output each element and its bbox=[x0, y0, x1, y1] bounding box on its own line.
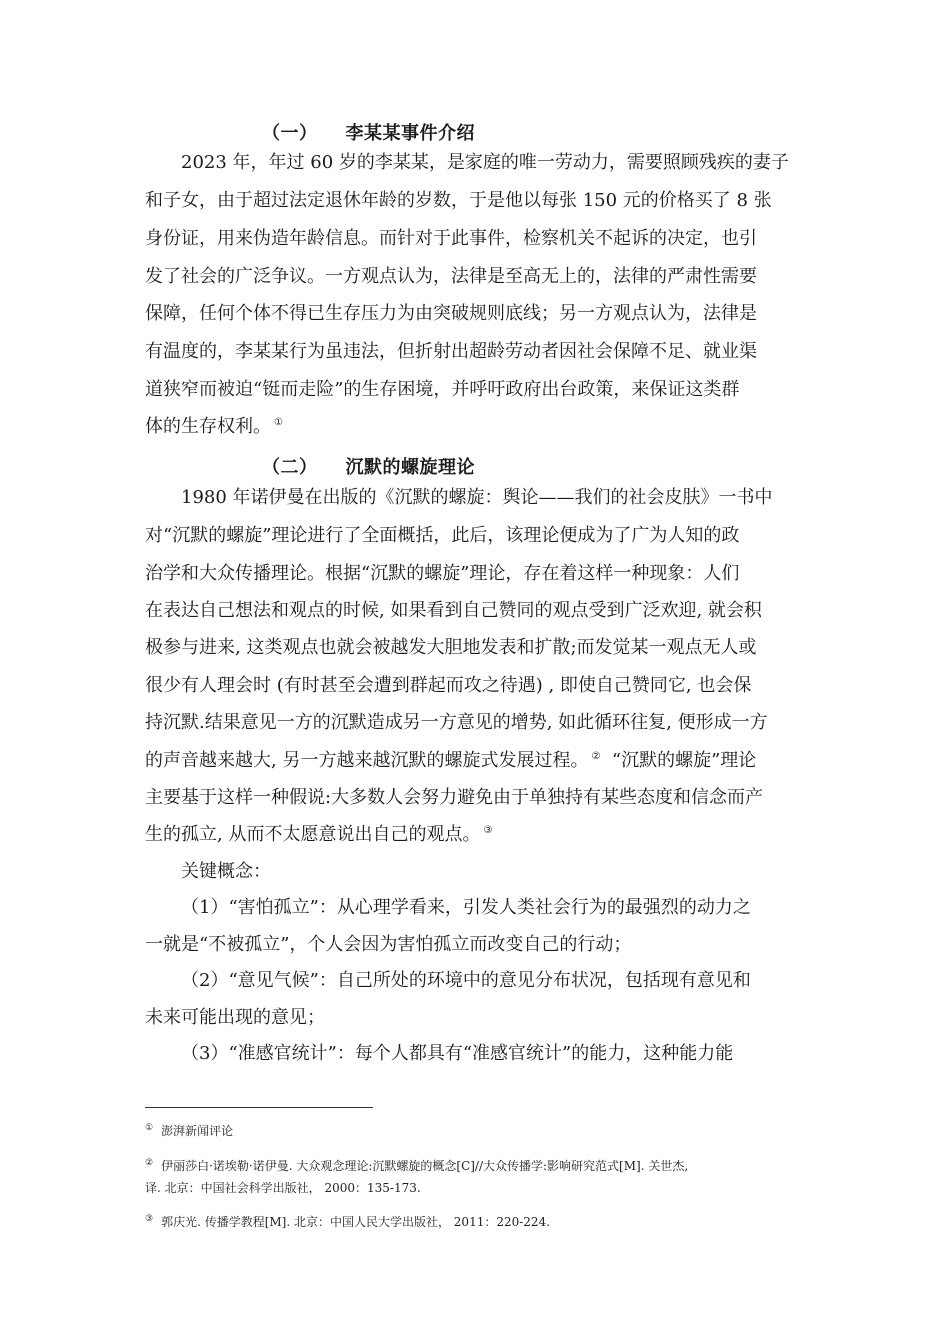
footnote-text: 澎湃新闻评论 bbox=[161, 1124, 234, 1138]
body-line bbox=[145, 752, 756, 770]
body-line: 发了社会的广泛争议。一方观点认为，法律是至高无上的，法律的严肃性需要 bbox=[145, 266, 757, 287]
body-text: 体的生存权利。 bbox=[145, 416, 271, 437]
body-line: 1980 年诺伊曼在出版的《沉默的螺旋：舆论——我们的社会皮肤》一书中 bbox=[181, 487, 773, 508]
body-text: 生的孤立, 从而不太愿意说出自己的观点。 bbox=[145, 824, 481, 845]
body-line: 在表达自己想法和观点的时候, 如果看到自己赞同的观点受到广泛欢迎, 就会积 bbox=[145, 600, 762, 621]
concept-line: （3）“准感官统计”：每个人都具有“准感官统计”的能力，这种能力能 bbox=[181, 1043, 734, 1064]
body-line: 道狭窄而被迫“铤而走险”的生存困境，并呼吁政府出台政策，来保证这类群 bbox=[145, 379, 740, 400]
body-line: 和子女，由于超过法定退休年龄的岁数，于是他以每张 150 元的价格买了 8 张 bbox=[145, 190, 772, 211]
body-line bbox=[145, 418, 283, 436]
body-line: 极参与进来, 这类观点也就会被越发大胆地发表和扩散;而发觉某一观点无人或 bbox=[145, 637, 757, 658]
body-line: 保障，任何个体不得已生存压力为由突破规则底线；另一方观点认为，法律是 bbox=[145, 303, 757, 324]
footnote-text: 郭庆光. 传播学教程[M]. 北京：中国人民大学出版社， 2011：220-224. bbox=[161, 1215, 551, 1229]
footnote-text: 伊丽莎白·诺埃勒·诺伊曼. 大众观念理论:沉默螺旋的概念[C]//大众传播学:影响研究范式[M]. 关世杰, bbox=[161, 1159, 689, 1173]
section-heading-2: （二） 沉默的螺旋理论 bbox=[262, 457, 475, 478]
footnote-1 bbox=[145, 1122, 233, 1139]
footnote-mark: ① bbox=[145, 1123, 154, 1133]
footnote-2 bbox=[145, 1157, 688, 1174]
footnote-mark: ③ bbox=[145, 1214, 154, 1224]
body-line: 持沉默.结果意见一方的沉默造成另一方意见的增势, 如此循环往复, 便形成一方 bbox=[145, 712, 768, 733]
footnote-separator bbox=[145, 1107, 373, 1108]
section-heading-1: （一） 李某某事件介绍 bbox=[262, 123, 475, 144]
footnote-ref-3[interactable]: ③ bbox=[483, 825, 493, 836]
footnote-ref-2[interactable]: ② bbox=[591, 751, 601, 762]
footnote-2-continued: 译. 北京：中国社会科学出版社， 2000：135-173. bbox=[145, 1181, 421, 1195]
body-text: 的声音越来越大, 另一方越来越沉默的螺旋式发展过程。 bbox=[145, 750, 589, 771]
concepts-label: 关键概念： bbox=[181, 861, 271, 882]
body-line: 2023 年，年过 60 岁的李某某，是家庭的唯一劳动力，需要照顾残疾的妻子 bbox=[181, 152, 789, 173]
body-text: “沉默的螺旋”理论 bbox=[611, 750, 757, 771]
concept-line: 一就是“不被孤立”，个人会因为害怕孤立而改变自己的行动； bbox=[145, 934, 632, 955]
body-line bbox=[145, 826, 492, 844]
body-line: 对“沉默的螺旋”理论进行了全面概括，此后，该理论便成为了广为人知的政 bbox=[145, 525, 740, 546]
body-line: 主要基于这样一种假说:大多数人会努力避免由于单独持有某些态度和信念而产 bbox=[145, 787, 764, 808]
concept-line: （2）“意见气候”：自己所处的环境中的意见分布状况，包括现有意见和 bbox=[181, 970, 751, 991]
footnote-3 bbox=[145, 1213, 550, 1230]
body-line: 有温度的，李某某行为虽违法，但折射出超龄劳动者因社会保障不足、就业渠 bbox=[145, 341, 757, 362]
concept-line: 未来可能出现的意见； bbox=[145, 1007, 325, 1028]
footnote-ref-1[interactable]: ① bbox=[274, 417, 283, 428]
body-line: 很少有人理会时 (有时甚至会遭到群起而攻之待遇) , 即使自己赞同它, 也会保 bbox=[145, 675, 752, 696]
footnote-mark: ② bbox=[145, 1158, 154, 1168]
body-line: 身份证，用来伪造年龄信息。而针对于此事件，检察机关不起诉的决定，也引 bbox=[145, 228, 757, 249]
concept-line: （1）“害怕孤立”：从心理学看来，引发人类社会行为的最强烈的动力之 bbox=[181, 897, 751, 918]
body-line: 治学和大众传播理论。根据“沉默的螺旋”理论，存在着这样一种现象：人们 bbox=[145, 563, 740, 584]
